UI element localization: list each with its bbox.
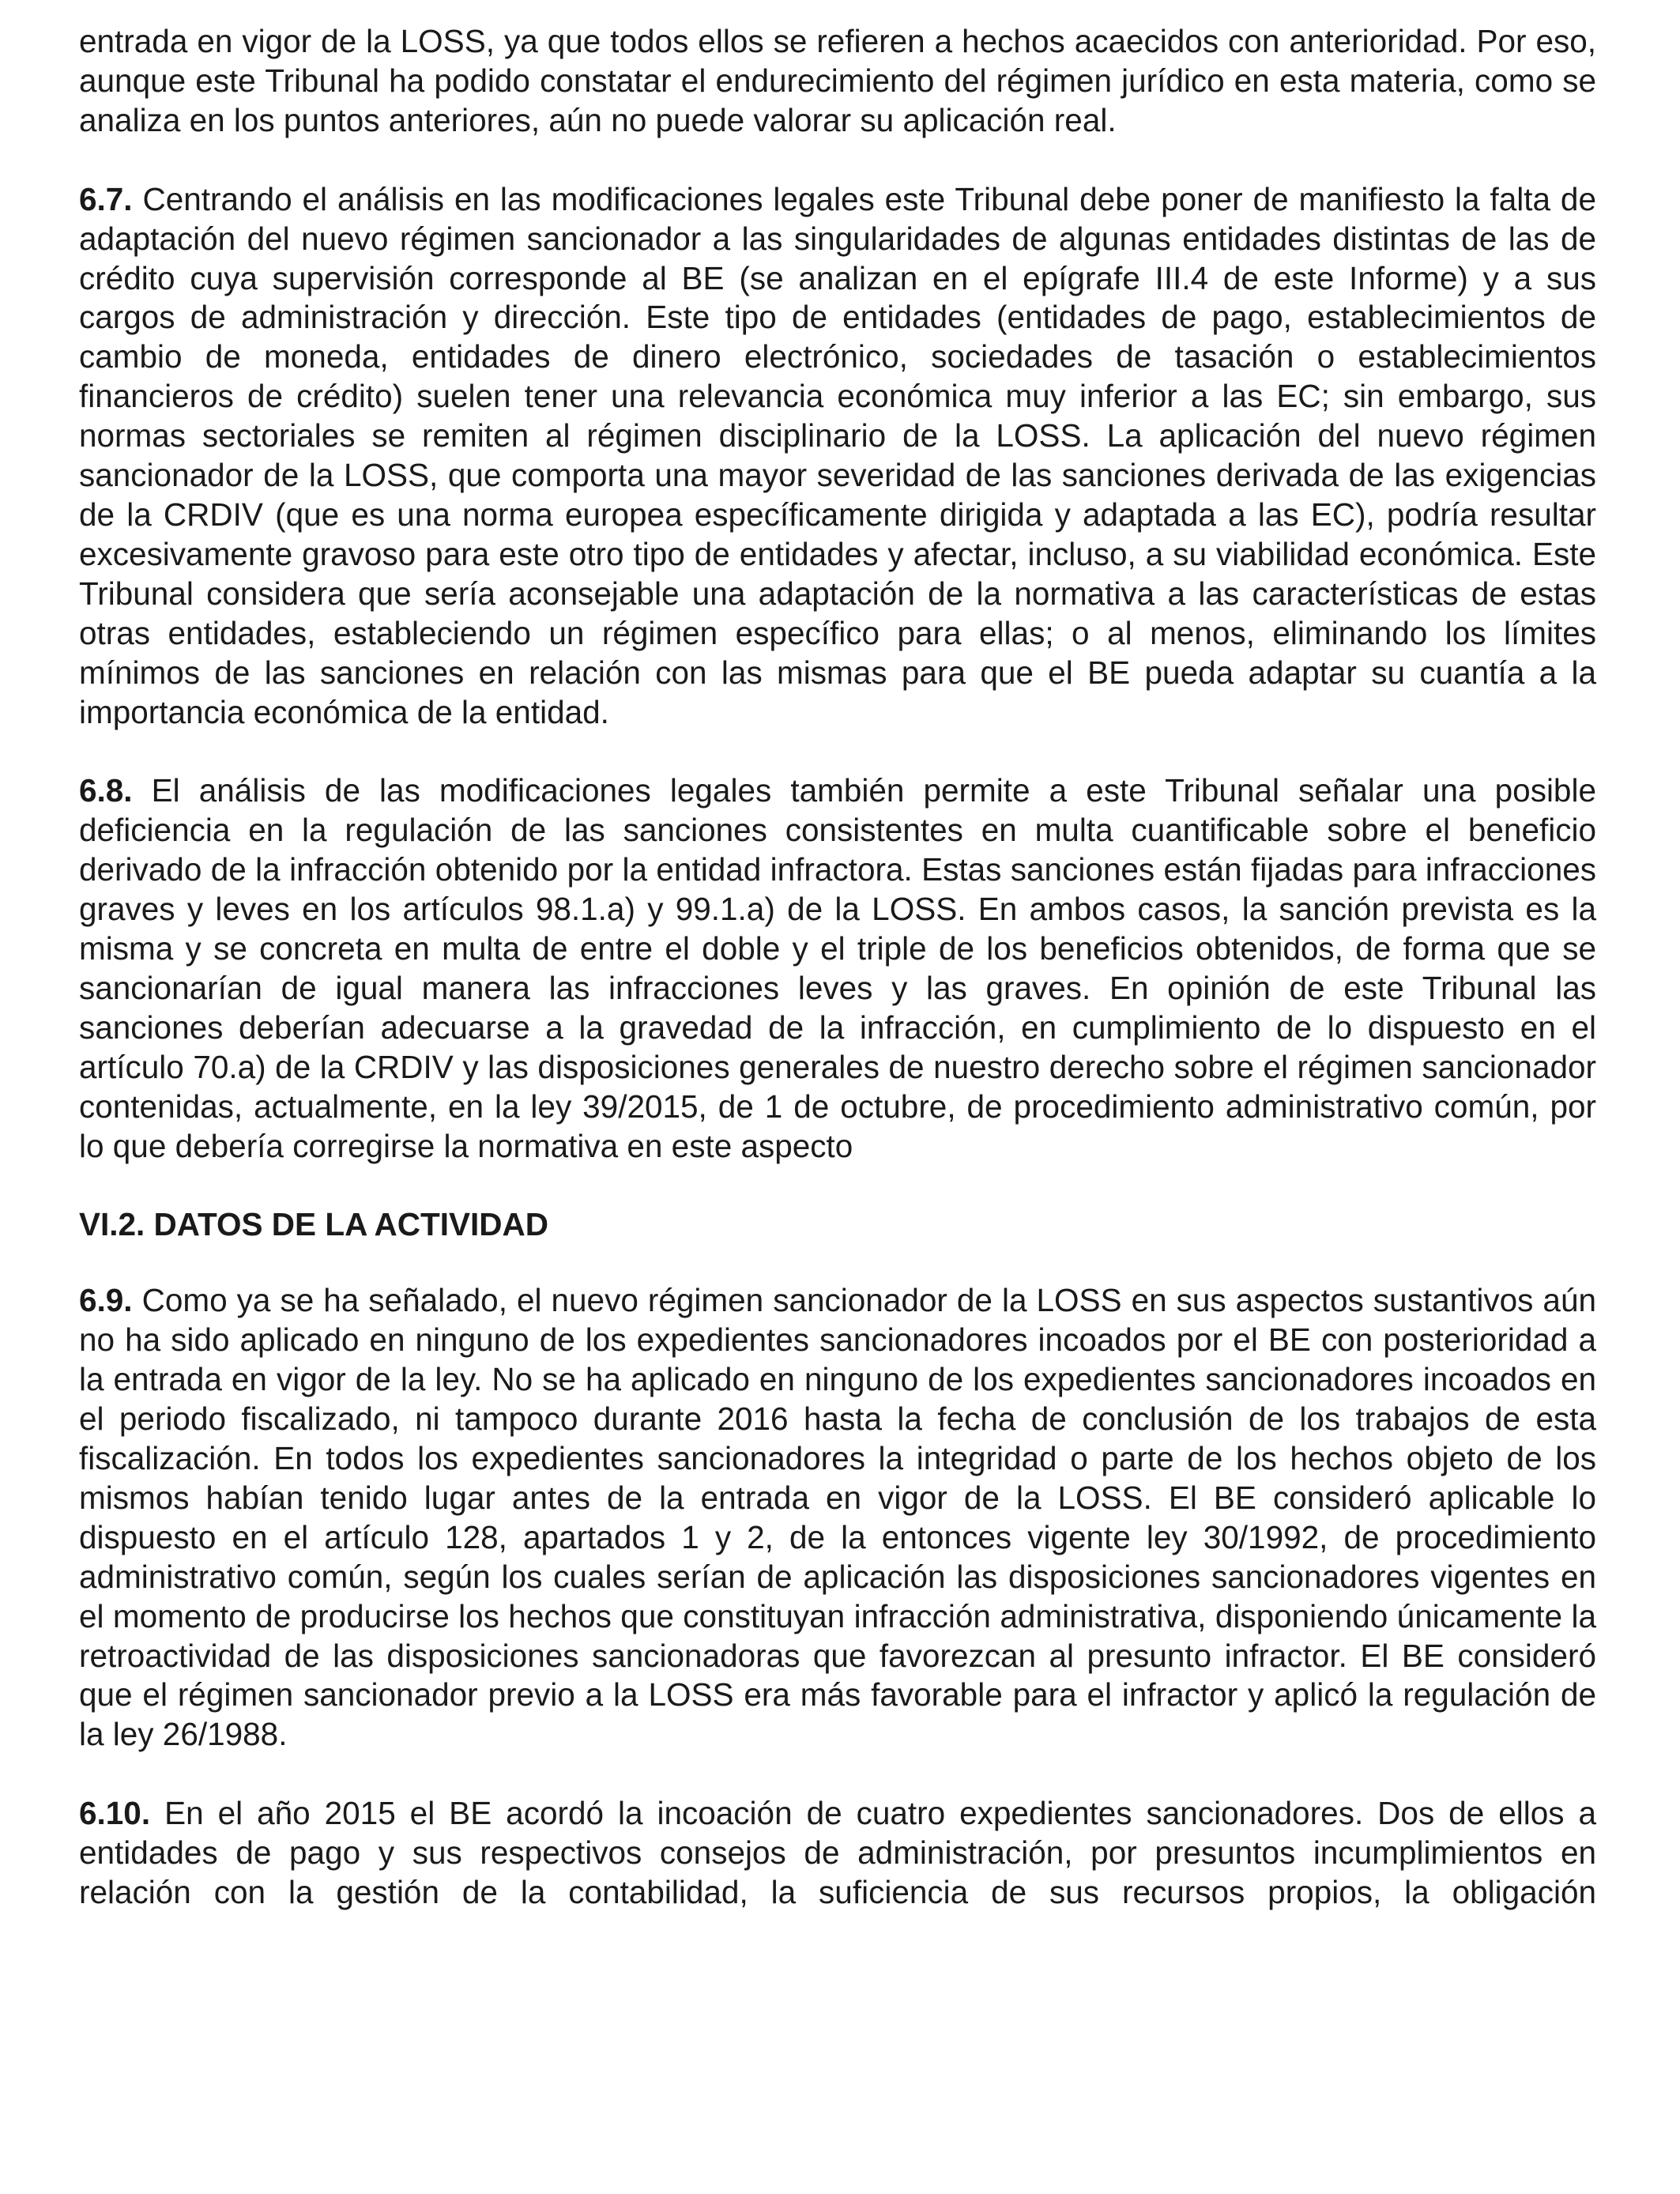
document-page [79, 22, 1596, 1952]
intro-paragraph [79, 22, 1596, 141]
paragraph-number: 6.7. [79, 180, 133, 217]
paragraph-6-7 [79, 180, 1596, 733]
paragraph-text: Centrando el análisis en las modificaciones legales este Tribunal debe poner de manifiesto la falta de adaptación del nuevo régimen sancionador a las singularidades de algunas entidades distintas de las de crédito cuya supervisión corresponde al BE (se analizan en el epígrafe III.4 de este Informe) y a sus cargos de administración y dirección. Este tipo de entidades (entidades de pago, establecimientos de cambio de moneda, entidades de dinero electrónico, sociedades de tasación o establecimientos financieros de crédito) suelen tener una relevancia económica muy inferior a las EC; sin embargo, sus normas sectoriales se remiten al régimen disciplinario de la LOSS. La aplicación del nuevo régimen sancionador de la LOSS, que comporta una mayor severidad de las sanciones derivada de las exigencias de la CRDIV (que es una norma europea específicamente dirigida y adaptada a las EC), podría resultar excesivamente gravoso para este otro tipo de entidades y afectar, incluso, a su viabilidad económica. Este Tribunal considera que sería aconsejable una adaptación de la normativa a las características de estas otras entidades, estableciendo un régimen específico para ellas; o al menos, eliminando los límites mínimos de las sanciones en relación con las mismas para que el BE pueda adaptar su cuantía a la importancia económica de la entidad. [79, 180, 1596, 730]
paragraph-text: En el año 2015 el BE acordó la incoación de cuatro expedientes sancionadores. Dos de ellos a entidades de pago y sus respectivos consejos de administración, por presuntos incumplimientos en relación con la gestión de la contabilidad, la suficiencia de sus recursos propios, la obligación [79, 1795, 1596, 1911]
paragraph-number: 6.10. [79, 1795, 151, 1832]
paragraph-text: Como ya se ha señalado, el nuevo régimen sancionador de la LOSS en sus aspectos sustantivos aún no ha sido aplicado en ninguno de los expedientes sancionadores incoados por el BE con posterioridad a la entrada en vigor de la ley. No se ha aplicado en ninguno de los expedientes sancionadores incoados en el periodo fiscalizado, ni tampoco durante 2016 hasta la fecha de conclusión de los trabajos de esta fiscalización. En todos los expedientes sancionadores la integridad o parte de los hechos objeto de los mismos habían tenido lugar antes de la entrada en vigor de la LOSS. El BE consideró aplicable lo dispuesto en el artículo 128, apartados 1 y 2, de la entonces vigente ley 30/1992, de procedimiento administrativo común, según los cuales serían de aplicación las disposiciones sancionadores vigentes en el momento de producirse los hechos que constituyan infracción administrativa, disponiendo únicamente la retroactividad de las disposiciones sancionadoras que favorezcan al presunto infractor. El BE consideró que el régimen sancionador previo a la LOSS era más favorable para el infractor y aplicó la regulación de la ley 26/1988. [79, 1282, 1596, 1753]
paragraph-number: 6.9. [79, 1282, 133, 1319]
paragraph-6-9 [79, 1281, 1596, 1755]
paragraph-number: 6.8. [79, 772, 133, 809]
paragraph-6-8 [79, 771, 1596, 1166]
intro-text: entrada en vigor de la LOSS, ya que todos ellos se refieren a hechos acaecidos con anterioridad. Por eso, aunque este Tribunal ha podido constatar el endurecimiento del régimen jurídico en esta materia, como se analiza en los puntos anteriores, aún no puede valorar su aplicación real. [79, 23, 1596, 138]
paragraph-6-10 [79, 1794, 1596, 1913]
section-heading: VI.2. DATOS DE LA ACTIVIDAD [79, 1206, 549, 1243]
paragraph-text: El análisis de las modificaciones legales también permite a este Tribunal señalar una posible deficiencia en la regulación de las sanciones consistentes en multa cuantificable sobre el beneficio derivado de la infracción obtenido por la entidad infractora. Estas sanciones están fijadas para infracciones graves y leves en los artículos 98.1.a) y 99.1.a) de la LOSS. En ambos casos, la sanción prevista es la misma y se concreta en multa de entre el doble y el triple de los beneficios obtenidos, de forma que se sancionarían de igual manera las infracciones leves y las graves. En opinión de este Tribunal las sanciones deberían adecuarse a la gravedad de la infracción, en cumplimiento de lo dispuesto en el artículo 70.a) de la CRDIV y las disposiciones generales de nuestro derecho sobre el régimen sancionador contenidas, actualmente, en la ley 39/2015, de 1 de octubre, de procedimiento administrativo común, por lo que debería corregirse la normativa en este aspecto [79, 772, 1596, 1164]
